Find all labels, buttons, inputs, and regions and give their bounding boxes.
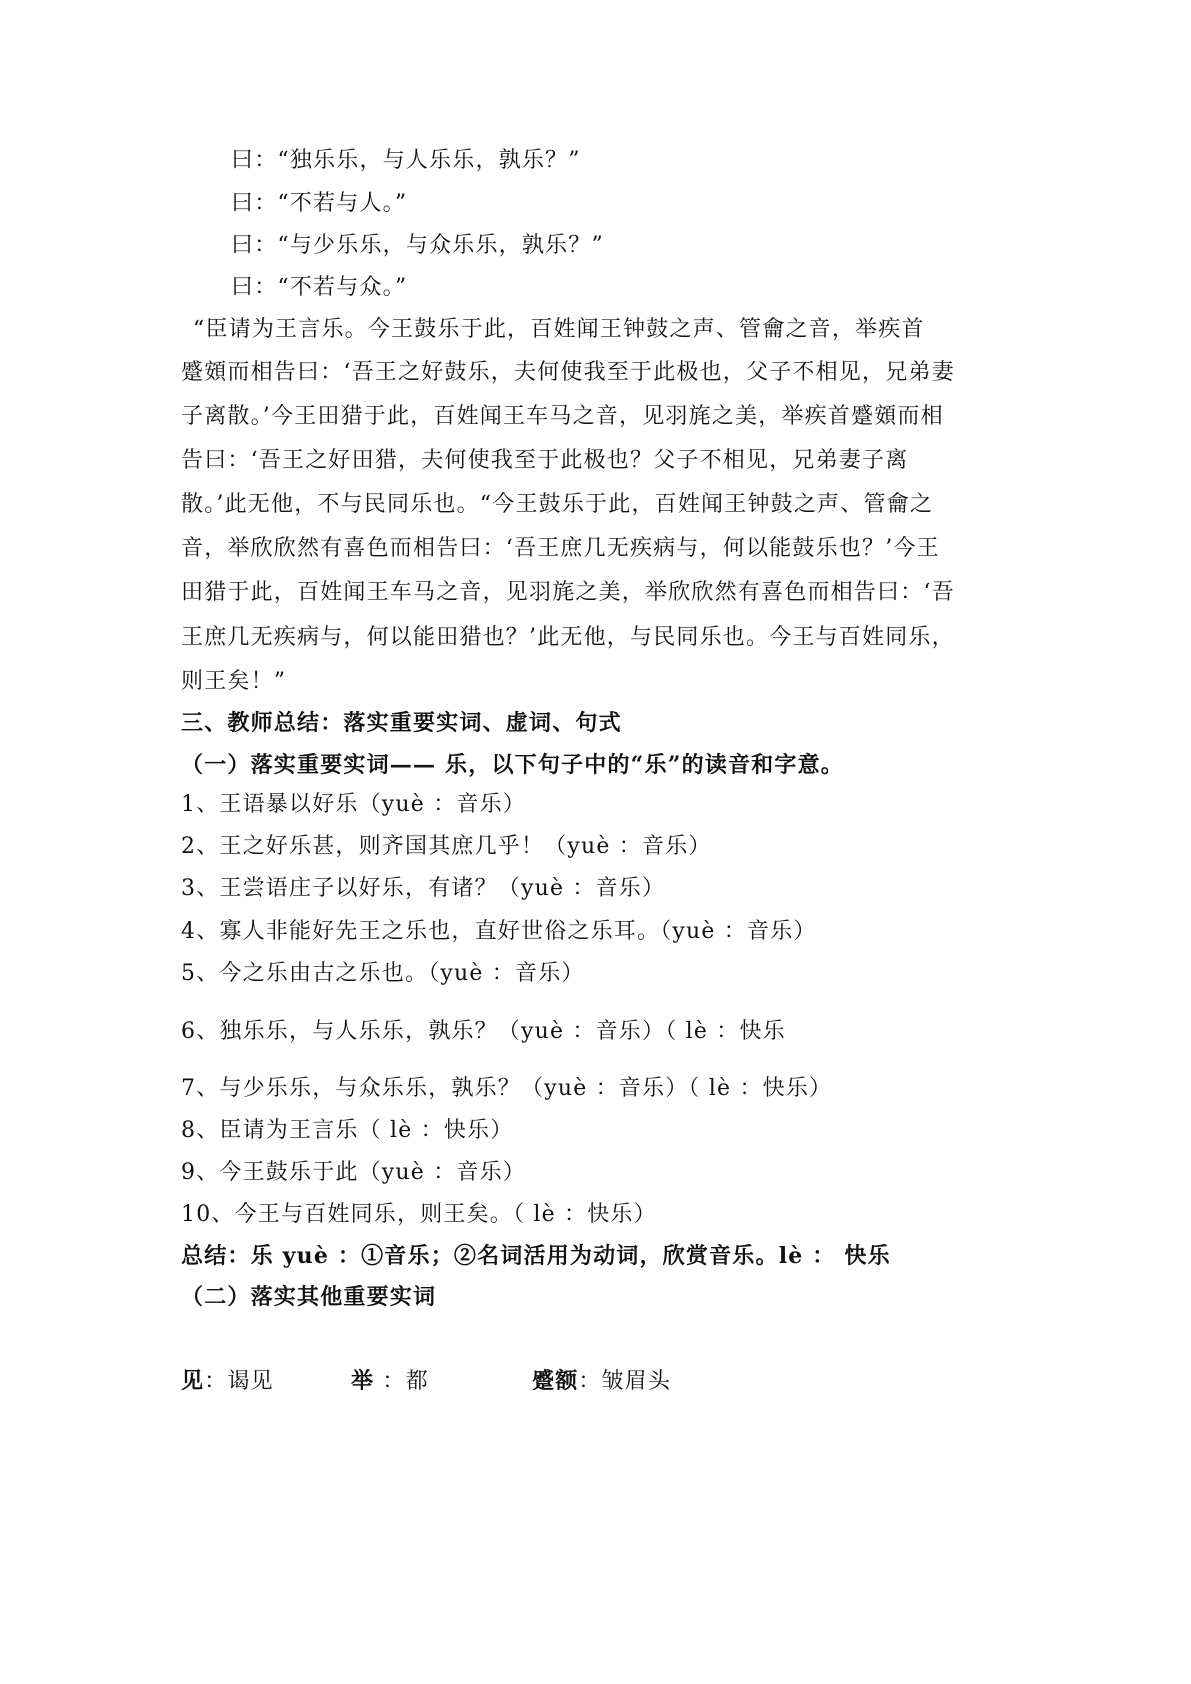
word-separator: ：: [374, 1369, 406, 1394]
dialogue-line: 曰：“不若与人。”: [231, 191, 408, 216]
passage-line: 田猎于此，百姓闻王车马之音，见羽旄之美，举欣欣然有喜色而相告曰：‘吾: [181, 580, 955, 605]
word-entry: [532, 1366, 671, 1397]
word-term: 见: [181, 1368, 205, 1394]
dialogue-line: 曰：“不若与众。”: [231, 275, 408, 300]
passage-line: “臣请为王言乐。今王鼓乐于此，百姓闻王钟鼓之声、管龠之音，举疾首: [193, 317, 925, 342]
subsection-heading: （一）落实重要实词—— 乐，以下句子中的“乐”的读音和字意。: [181, 752, 844, 778]
word-term: 举: [351, 1368, 375, 1394]
word-separator: ：: [204, 1369, 228, 1394]
passage-line: 则王矣！”: [181, 669, 287, 694]
word-term: 蹙额: [532, 1368, 579, 1394]
section-heading: 三、教师总结：落实重要实词、虚词、句式: [181, 710, 622, 736]
dialogue-line: 曰：“独乐乐，与人乐乐，孰乐？”: [231, 148, 581, 173]
summary: 总结：乐 yuè ：①音乐；②名词活用为动词，欣赏音乐。lè ： 快乐: [181, 1243, 891, 1269]
passage-line: 告曰：‘吾王之好田猎，夫何使我至于此极也？父子不相见，兄弟妻子离: [181, 448, 909, 473]
passage-line: 散。’此无他，不与民同乐也。“今王鼓乐于此，百姓闻王钟鼓之声、管龠之: [181, 492, 934, 517]
list-item: 8、臣请为王言乐（ lè ：快乐）: [181, 1118, 514, 1143]
list-item: 1、王语暴以好乐（yuè ：音乐）: [181, 792, 527, 817]
word-entry: [351, 1366, 429, 1397]
word-meaning: 谒见: [227, 1369, 274, 1394]
dialogue-line: 曰：“与少乐乐，与众乐乐，孰乐？”: [231, 233, 604, 258]
passage-line: 子离散。’今王田猎于此，百姓闻王车马之音，见羽旄之美，举疾首蹙頞而相: [181, 404, 944, 429]
list-item: 7、与少乐乐，与众乐乐，孰乐？（yuè ：音乐）（ lè ：快乐）: [181, 1076, 833, 1101]
list-item: 2、王之好乐甚，则齐国其庶几乎！（yuè ：音乐）: [181, 834, 712, 859]
subsection-heading: （二）落实其他重要实词: [181, 1284, 437, 1310]
word-entry: [181, 1366, 274, 1397]
list-item: 3、王尝语庄子以好乐，有诸？（yuè ：音乐）: [181, 876, 666, 901]
word-separator: ：: [578, 1369, 602, 1394]
list-item: 10、今王与百姓同乐，则王矣。（ lè ：快乐）: [181, 1202, 657, 1227]
passage-line: 音，举欣欣然有喜色而相告曰：‘吾王庶几无疾病与，何以能鼓乐也？’今王: [181, 536, 940, 561]
passage-line: 王庶几无疾病与，何以能田猎也？’此无他，与民同乐也。今王与百姓同乐，: [181, 625, 955, 650]
passage-line: 蹙頞而相告曰：‘吾王之好鼓乐，夫何使我至于此极也，父子不相见，兄弟妻: [181, 360, 955, 385]
list-item: 6、独乐乐，与人乐乐，孰乐？（yuè ：音乐）（ lè ：快乐: [181, 1019, 786, 1044]
list-item: 4、寡人非能好先王之乐也，直好世俗之乐耳。（yuè ：音乐）: [181, 919, 817, 944]
list-item: 5、今之乐由古之乐也。（yuè ：音乐）: [181, 961, 585, 986]
word-meaning: 都: [405, 1369, 429, 1394]
word-meaning: 皱眉头: [601, 1369, 672, 1394]
list-item: 9、今王鼓乐于此（yuè ：音乐）: [181, 1160, 527, 1185]
